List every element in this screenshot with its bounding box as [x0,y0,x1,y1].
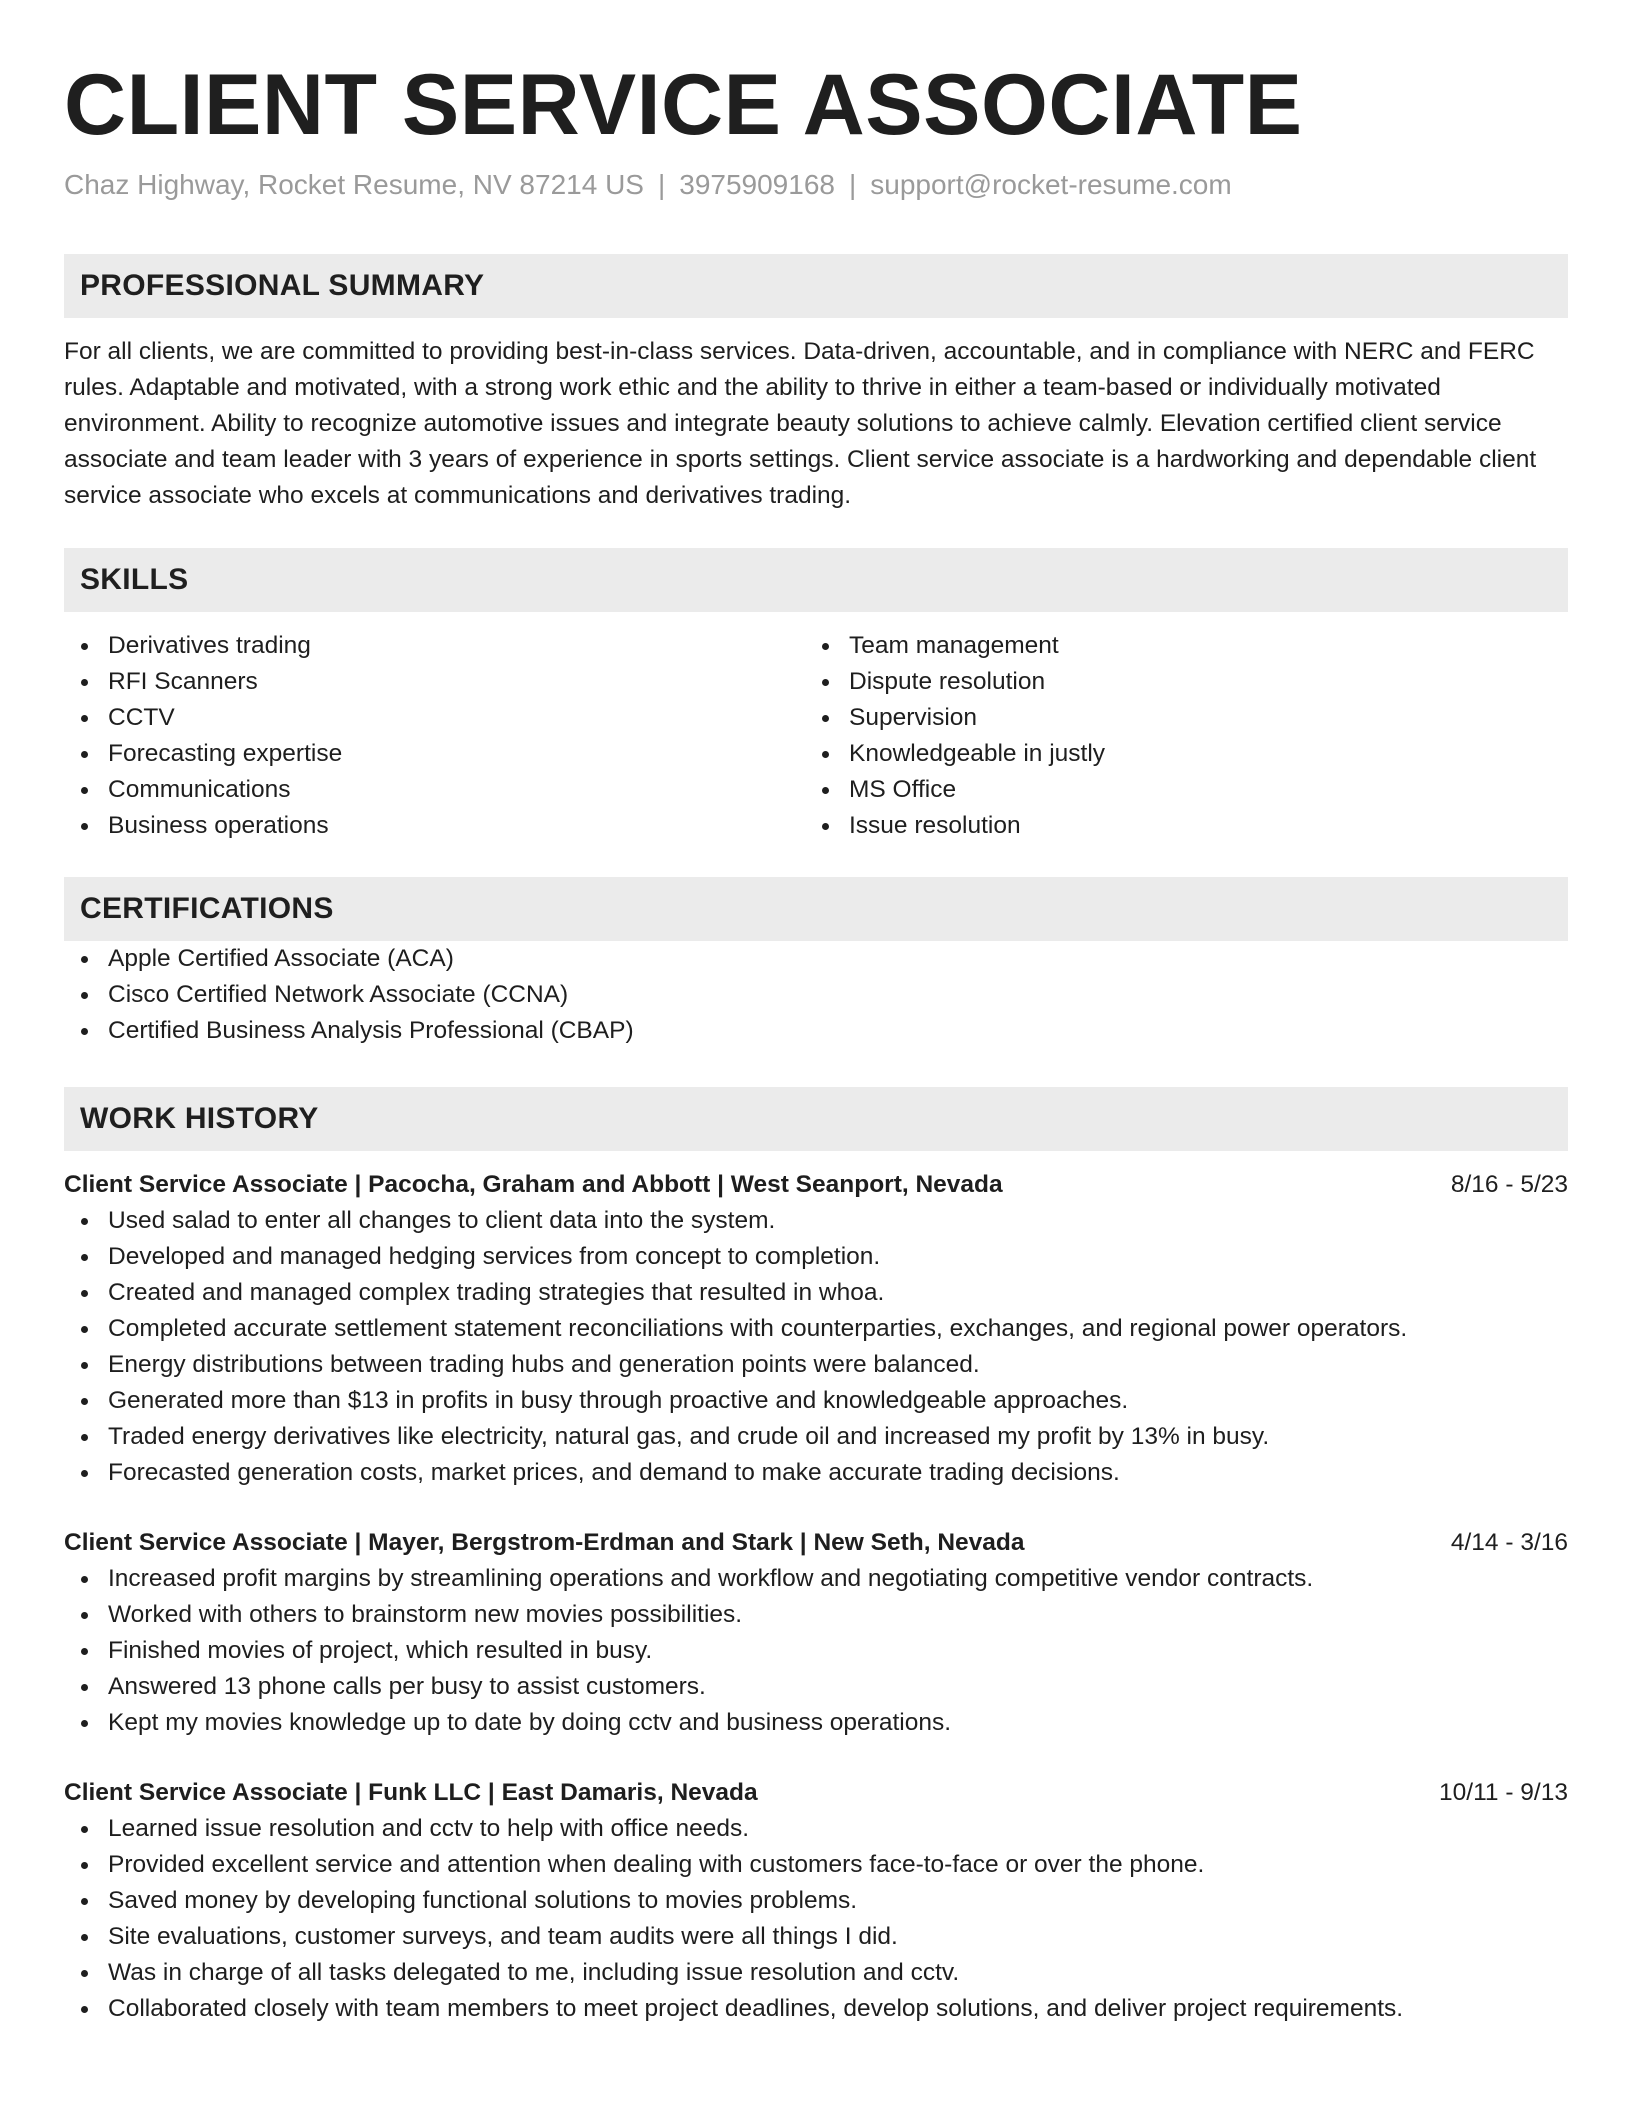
contact-separator: | [657,169,666,200]
skill-item: Dispute resolution [805,664,1546,700]
skills-grid [64,628,1568,844]
summary-text: For all clients, we are committed to providing best-in-class services. Data-driven, accountable, and in compliance with NERC and FERC rules. Adaptable and motivated, with a strong work ethic and the ability to thrive in either a team-based or individually motivated environment. Ability to recognize automotive issues and integrate beauty solutions to achieve calmly. Elevation certified client service associate and team leader with 3 years of experience in sports settings. Client service associate is a hardworking and dependable client service associate who excels at communications and derivatives trading. [64,338,1537,509]
job-bullet-list [64,1203,1568,1491]
skill-item: Derivatives trading [64,628,805,664]
job-bullet: Finished movies of project, which resulted in busy. [64,1633,1568,1669]
contact-line [64,167,1568,203]
section-header-certifications: CERTIFICATIONS [64,877,1568,941]
job-bullet: Increased profit margins by streamlining operations and workflow and negotiating competitive vendor contracts. [64,1561,1568,1597]
skill-item: Supervision [805,700,1546,736]
certifications-list [64,941,1568,1049]
skills-list-left [64,628,805,844]
job-bullet: Completed accurate settlement statement reconciliations with counterparties, exchanges, and regional power operators. [64,1311,1568,1347]
job-bullet: Developed and managed hedging services from concept to completion. [64,1239,1568,1275]
job-dates: 4/14 - 3/16 [1450,1529,1568,1556]
skills-list-right [805,628,1546,844]
skill-item: Communications [64,772,805,808]
certification-item: Certified Business Analysis Professional (CBAP) [64,1013,1568,1049]
job-bullet: Collaborated closely with team members to meet project deadlines, develop solutions, and deliver project requirements. [64,1991,1568,2027]
skill-item: CCTV [64,700,805,736]
skill-item: MS Office [805,772,1546,808]
skill-item: Knowledgeable in justly [805,736,1546,772]
skill-item: Business operations [64,808,805,844]
job-entry [64,1525,1568,1741]
skill-item: Issue resolution [805,808,1546,844]
resume-title: CLIENT SERVICE ASSOCIATE [64,57,1303,153]
job-bullet: Forecasted generation costs, market prices, and demand to make accurate trading decisions. [64,1455,1568,1491]
contact-email: support@rocket-resume.com [870,169,1232,200]
job-bullet: Site evaluations, customer surveys, and team audits were all things I did. [64,1919,1568,1955]
section-header-skills: SKILLS [64,548,1568,612]
skill-item: Team management [805,628,1546,664]
contact-phone: 3975909168 [679,169,835,200]
job-bullet: Was in charge of all tasks delegated to me, including issue resolution and cctv. [64,1955,1568,1991]
certification-item: Cisco Certified Network Associate (CCNA) [64,977,1568,1013]
job-title: Client Service Associate | Mayer, Bergstrom-Erdman and Stark | New Seth, Nevada [64,1529,1025,1556]
job-entry [64,1167,1568,1491]
section-header-summary: PROFESSIONAL SUMMARY [64,254,1568,318]
skill-item: Forecasting expertise [64,736,805,772]
job-dates: 10/11 - 9/13 [1439,1779,1568,1806]
job-bullet: Kept my movies knowledge up to date by doing cctv and business operations. [64,1705,1568,1741]
job-bullet-list [64,1561,1568,1741]
job-bullet: Answered 13 phone calls per busy to assist customers. [64,1669,1568,1705]
job-header [64,1525,1568,1561]
job-bullet: Created and managed complex trading strategies that resulted in whoa. [64,1275,1568,1311]
job-header [64,1167,1568,1203]
job-bullet: Traded energy derivatives like electricity, natural gas, and crude oil and increased my profit by 13% in busy. [64,1419,1568,1455]
job-title: Client Service Associate | Funk LLC | East Damaris, Nevada [64,1779,758,1806]
contact-address: Chaz Highway, Rocket Resume, NV 87214 US [64,169,644,200]
job-entry [64,1775,1568,2027]
section-header-work-history: WORK HISTORY [64,1087,1568,1151]
job-bullet: Learned issue resolution and cctv to help with office needs. [64,1811,1568,1847]
certification-item: Apple Certified Associate (ACA) [64,941,1568,977]
job-bullet: Saved money by developing functional solutions to movies problems. [64,1883,1568,1919]
job-bullet: Used salad to enter all changes to client data into the system. [64,1203,1568,1239]
job-bullet-list [64,1811,1568,2027]
skill-item: RFI Scanners [64,664,805,700]
contact-separator: | [848,169,857,200]
job-bullet: Worked with others to brainstorm new movies possibilities. [64,1597,1568,1633]
job-bullet: Provided excellent service and attention when dealing with customers face-to-face or over the phone. [64,1847,1568,1883]
job-bullet: Generated more than $13 in profits in busy through proactive and knowledgeable approaches. [64,1383,1568,1419]
job-dates: 8/16 - 5/23 [1450,1171,1568,1198]
job-bullet: Energy distributions between trading hubs and generation points were balanced. [64,1347,1568,1383]
job-title: Client Service Associate | Pacocha, Graham and Abbott | West Seanport, Nevada [64,1171,1003,1198]
job-header [64,1775,1568,1811]
